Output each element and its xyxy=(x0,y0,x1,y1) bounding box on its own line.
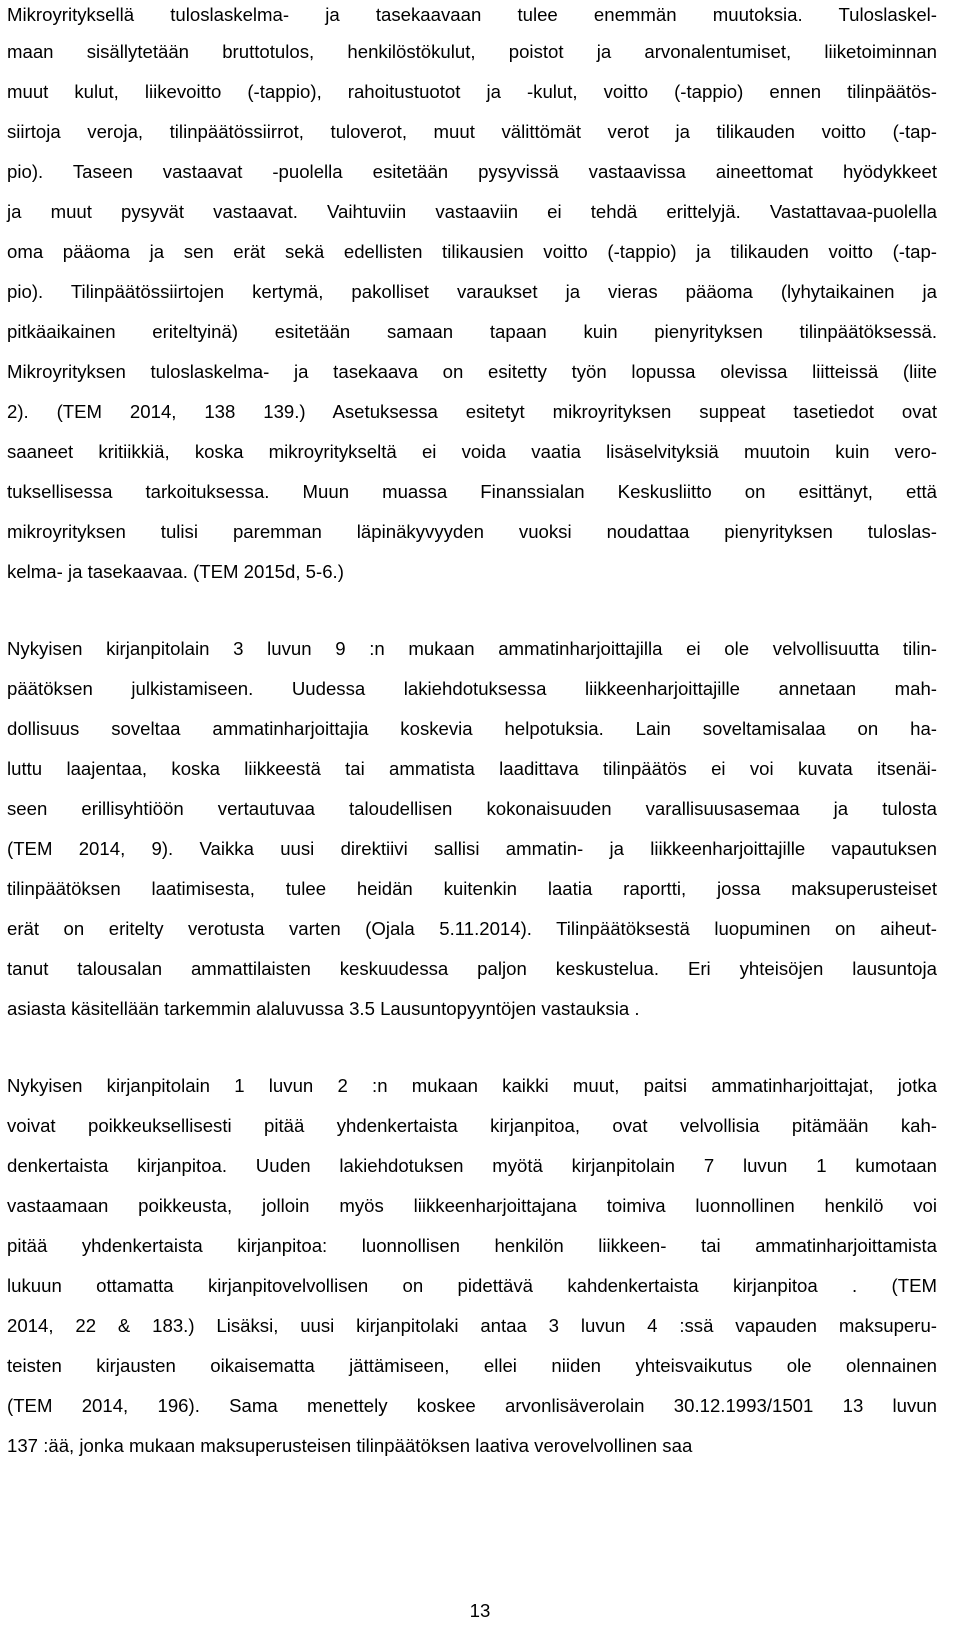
text-line: teisten kirjausten oikaisematta jättämiseen, ellei niiden yhteisvaikutus ole olennainen xyxy=(7,1355,937,1376)
text-line: saaneet kritiikkiä, koska mikroyritykseltä ei voida vaatia lisäselvityksiä muutoin kuin vero- xyxy=(7,441,937,462)
text-line: päätöksen julkistamiseen. Uudessa lakiehdotuksessa liikkeenharjoittajille annetaan mah- xyxy=(7,678,937,699)
text-line: tilinpäätöksen laatimisesta, tulee heidän kuitenkin laatia raportti, jossa maksuperusteiset xyxy=(7,878,937,899)
text-line: vastaamaan poikkeusta, jolloin myös liikkeenharjoittajana toimiva luonnollinen henkilö voi xyxy=(7,1195,937,1216)
text-line: asiasta käsitellään tarkemmin alaluvussa 3.5 Lausuntopyyntöjen vastauksia . xyxy=(7,998,640,1019)
text-line: pitkäaikainen eriteltyinä) esitetään samaan tapaan kuin pienyrityksen tilinpäätöksessä. xyxy=(7,321,937,342)
text-line: lukuun ottamatta kirjanpitovelvollisen on pidettävä kahdenkertaista kirjanpitoa . (TEM xyxy=(7,1275,937,1296)
text-line: (TEM 2014, 196). Sama menettely koskee arvonlisäverolain 30.12.1993/1501 13 luvun xyxy=(7,1395,937,1416)
text-line: mikroyrityksen tulisi paremman läpinäkyvyyden vuoksi noudattaa pienyrityksen tuloslas- xyxy=(7,521,937,542)
text-line: erät on eritelty verotusta varten (Ojala 5.11.2014). Tilinpäätöksestä luopuminen on aiheut- xyxy=(7,918,937,939)
text-line: tuksellisessa tarkoituksessa. Muun muassa Finanssialan Keskusliitto on esittänyt, että xyxy=(7,481,937,502)
text-line: dollisuus soveltaa ammatinharjoittajia koskevia helpotuksia. Lain soveltamisalaa on ha- xyxy=(7,718,937,739)
text-line: (TEM 2014, 9). Vaikka uusi direktiivi sallisi ammatin- ja liikkeenharjoittajille vapautuksen xyxy=(7,838,937,859)
text-line: pio). Taseen vastaavat -puolella esitetään pysyvissä vastaavissa aineettomat hyödykkeet xyxy=(7,161,937,182)
text-line: 137 :ää, jonka mukaan maksuperusteisen tilinpäätöksen laativa verovelvollinen saa xyxy=(7,1435,693,1456)
text-line: Mikroyrityksellä tuloslaskelma- ja tasekaavaan tulee enemmän muutoksia. Tuloslaskel- xyxy=(7,4,937,25)
text-line: muut kulut, liikevoitto (-tappio), rahoitustuotot ja -kulut, voitto (-tappio) ennen tilinpäätös- xyxy=(7,81,937,102)
text-line: Mikroyrityksen tuloslaskelma- ja tasekaava on esitetty työn lopussa olevissa liitteissä (liite xyxy=(7,361,937,382)
text-line: Nykyisen kirjanpitolain 3 luvun 9 :n mukaan ammatinharjoittajilla ei ole velvollisuutta tilin- xyxy=(7,638,937,659)
text-line: 2014, 22 & 183.) Lisäksi, uusi kirjanpitolaki antaa 3 luvun 4 :ssä vapauden maksuperu- xyxy=(7,1315,937,1336)
text-line: seen erillisyhtiöön vertautuvaa taloudellisen kokonaisuuden varallisuusasemaa ja tulosta xyxy=(7,798,937,819)
text-line: siirtoja veroja, tilinpäätössiirrot, tuloverot, muut välittömät verot ja tilikauden voitto (-tap- xyxy=(7,121,937,142)
text-line: denkertaista kirjanpitoa. Uuden lakiehdotuksen myötä kirjanpitolain 7 luvun 1 kumotaan xyxy=(7,1155,937,1176)
page-number: 13 xyxy=(469,1600,491,1621)
text-line: voivat poikkeuksellisesti pitää yhdenkertaista kirjanpitoa, ovat velvollisia pitämään kah- xyxy=(7,1115,937,1136)
text-line: maan sisällytetään bruttotulos, henkilöstökulut, poistot ja arvonalentumiset, liiketoiminnan xyxy=(7,41,937,62)
text-line: kelma- ja tasekaavaa. (TEM 2015d, 5-6.) xyxy=(7,561,344,582)
text-line: pio). Tilinpäätössiirtojen kertymä, pakolliset varaukset ja vieras pääoma (lyhytaikainen ja xyxy=(7,281,937,302)
text-line: tanut talousalan ammattilaisten keskuudessa paljon keskustelua. Eri yhteisöjen lausuntoja xyxy=(7,958,937,979)
text-line: 2). (TEM 2014, 138 139.) Asetuksessa esitetyt mikroyrityksen suppeat tasetiedot ovat xyxy=(7,401,937,422)
text-line: luttu laajentaa, koska liikkeestä tai ammatista laadittava tilinpäätös ei voi kuvata itsenäi- xyxy=(7,758,937,779)
text-line: oma pääoma ja sen erät sekä edellisten tilikausien voitto (-tappio) ja tilikauden voitto (-tap- xyxy=(7,241,937,262)
text-line: ja muut pysyvät vastaavat. Vaihtuviin vastaaviin ei tehdä erittelyjä. Vastattavaa-puolella xyxy=(7,201,937,222)
text-line: pitää yhdenkertaista kirjanpitoa: luonnollisen henkilön liikkeen- tai ammatinharjoittamista xyxy=(7,1235,937,1256)
text-line: Nykyisen kirjanpitolain 1 luvun 2 :n mukaan kaikki muut, paitsi ammatinharjoittajat, jotka xyxy=(7,1075,937,1096)
